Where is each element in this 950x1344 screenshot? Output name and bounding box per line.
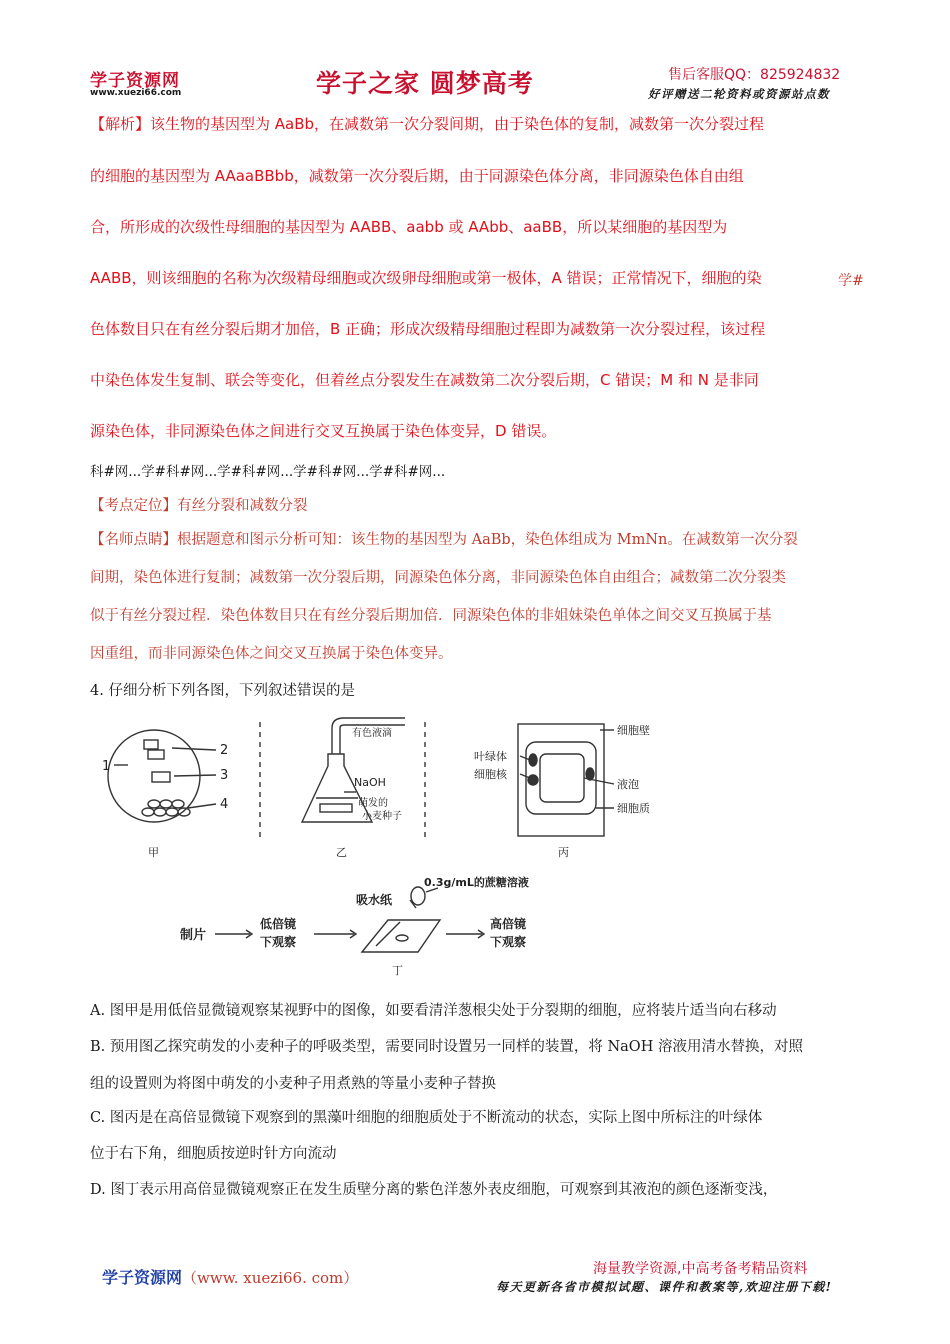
analysis-line-4: AABB，则该细胞的名称为次级精母细胞或次级卵母细胞或第一极体，A 错误；正常情况下，细胞的染: [90, 269, 762, 287]
kaodian: [90, 494, 308, 515]
mingshi-text-1: 根据题意和图示分析可知：该生物的基因型为 AaBb，染色体组成为 MmNn。在减数第一次分裂: [177, 532, 798, 548]
question-stem: 4. 仔细分析下列各图，下列叙述错误的是: [90, 683, 355, 699]
option-c-line-2: 位于右下角，细胞质按逆时针方向流动: [90, 1146, 337, 1162]
slide-ding: [362, 920, 440, 952]
analysis-line-5: 色体数目只在有丝分裂后期才加倍，B 正确；形成次级精母细胞过程即为减数第一次分裂过程，该过程: [90, 320, 766, 338]
kaodian-label: 【考点定位】: [90, 498, 177, 514]
ding-high-1: 高倍镜: [490, 917, 527, 931]
yi-naoh-label: NaOH: [354, 776, 386, 789]
yi-seed-label-1: 萌发的: [358, 798, 388, 809]
ding-label: 丁: [392, 964, 403, 977]
jia-num-4: 4: [220, 797, 229, 812]
bing-label: 丙: [558, 846, 569, 859]
footer-slogan-1: 海量教学资源,中高考备考精品资料: [593, 1261, 808, 1277]
analysis-line-2: 的细胞的基因型为 AAaaBBbb，减数第一次分裂后期，由于同源染色体分离，非同源染色体自由组: [90, 167, 744, 185]
site-logo-url: www.xuezi66.com: [90, 88, 182, 98]
jia-num-2: 2: [220, 743, 229, 758]
bing-left-1: 叶绿体: [474, 750, 507, 763]
option-c-line-1: C. 图丙是在高倍显微镜下观察到的黑藻叶细胞的细胞质处于不断流动的状态，实际上图中所标注的叶绿体: [90, 1110, 763, 1126]
analysis-line-3: 合，所形成的次级性母细胞的基因型为 AABB、aabb 或 AAbb、aaBB，所以某细胞的基因型为: [90, 218, 728, 236]
bing-right-3: 细胞质: [617, 802, 650, 815]
footer-site: [102, 1265, 358, 1288]
footer-slogan-2: 每天更新各省市模拟试题、课件和教案等,欢迎注册下载!: [496, 1280, 833, 1294]
ding-start: 制片: [180, 928, 207, 943]
vacuole-bing: [540, 754, 584, 802]
analysis-line-6: 中染色体发生复制、联会等变化，但着丝点分裂发生在减数第二次分裂后期，C 错误；M 和 N 是非同: [90, 371, 759, 389]
mingshi-label: 【名师点睛】: [90, 532, 177, 548]
site-logo: 学子资源网: [90, 71, 180, 91]
analysis-line-7: 源染色体，非同源染色体之间进行交叉互换属于染色体变异，D 错误。: [90, 422, 557, 440]
mingshi-line-2: 间期，染色体进行复制；减数第一次分裂后期，同源染色体分离，非同源染色体自由组合；减数第二次分裂类: [90, 570, 786, 586]
watermark-line: 科#网...学#科#网...学#科#网...学#科#网...学#科#网...: [90, 464, 446, 480]
footer-site-name: 学子资源网: [102, 1268, 183, 1287]
option-b-line-2: 组的设置则为将图中萌发的小麦种子用煮熟的等量小麦种子替换: [90, 1076, 496, 1092]
ding-paper: 吸水纸: [356, 893, 393, 907]
yi-seed-label-2: 小麦种子: [362, 811, 402, 822]
yi-label: 乙: [336, 846, 347, 859]
side-watermark: 学#: [838, 273, 864, 289]
mingshi-line-4: 因重组，而非同源染色体之间交叉互换属于染色体变异。: [90, 646, 453, 662]
jia-num-3: 3: [220, 768, 229, 783]
header-slogan: 学子之家 圆梦高考: [316, 69, 534, 98]
ding-low-1: 低倍镜: [260, 917, 297, 931]
customer-service-qq: 售后客服QQ：825924832: [668, 67, 841, 83]
bing-right-1: 细胞壁: [617, 724, 650, 737]
bing-left-2: 细胞核: [474, 768, 507, 781]
kaodian-text: 有丝分裂和减数分裂: [177, 498, 308, 514]
mingshi-line-3: 似于有丝分裂过程．染色体数目只在有丝分裂后期加倍．同源染色体的非姐妹染色单体之间交叉互换属于基: [90, 608, 772, 624]
ding-low-2: 下观察: [260, 935, 297, 949]
cells-jia: [142, 740, 190, 816]
bing-right-2: 液泡: [617, 778, 639, 791]
yi-top-label: 有色液滴: [352, 728, 392, 739]
analysis-line-1: 【解析】该生物的基因型为 AaBb，在减数第一次分裂间期，由于染色体的复制，减数第一次分裂过程: [90, 115, 765, 133]
ding-solution: 0.3g/mL的蔗糖溶液: [424, 876, 529, 889]
option-a: A. 图甲是用低倍显微镜观察某视野中的图像，如要看清洋葱根尖处于分裂期的细胞，应将装片适当向右移动: [90, 1003, 777, 1019]
question-figure: [100, 712, 660, 980]
tube-yi: [332, 728, 340, 754]
footer-site-url[interactable]: （www. xuezi66. com）: [182, 1269, 359, 1287]
jia-label: 甲: [148, 846, 159, 859]
ding-high-2: 下观察: [490, 935, 527, 949]
option-d-line-1: D. 图丁表示用高倍显微镜观察正在发生质壁分离的紫色洋葱外表皮细胞，可观察到其液泡的颜色逐渐变浅，: [90, 1182, 778, 1198]
mingshi-line-1: [90, 528, 798, 549]
header-promo: 好评赠送二轮资料或资源站点数: [648, 87, 830, 101]
option-b-line-1: B. 预用图乙探究萌发的小麦种子的呼吸类型，需要同时设置另一同样的装置，将 NaOH 溶液用清水替换，对照: [90, 1039, 803, 1055]
jia-num-1: 1: [102, 759, 111, 774]
